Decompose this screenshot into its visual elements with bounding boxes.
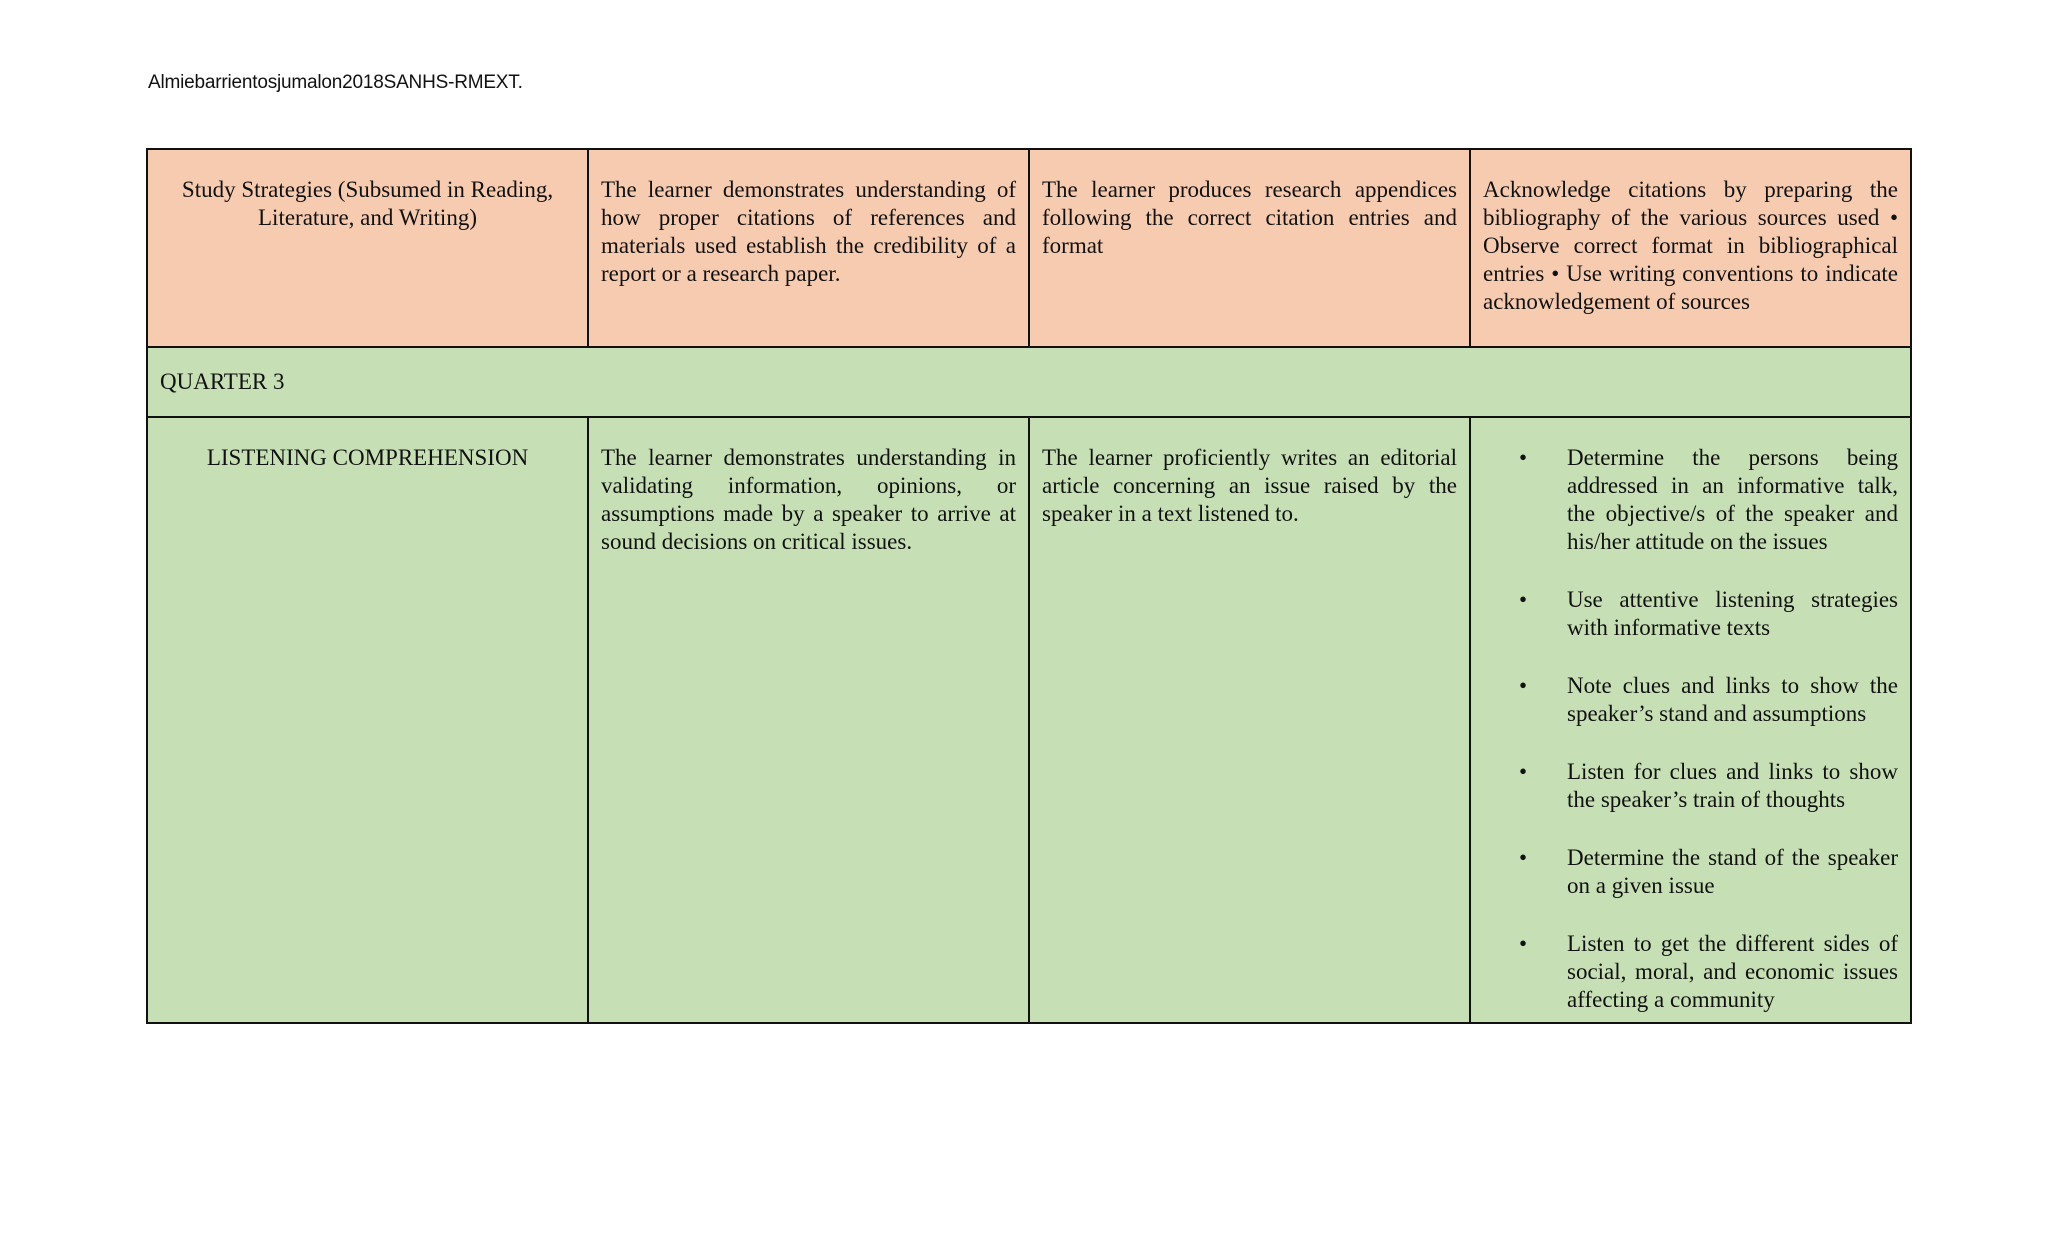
competencies-cell — [1470, 417, 1911, 1023]
competency-text: Listen for clues and links to show the speaker’s train of thoughts — [1567, 759, 1898, 812]
performance-standard-cell: The learner proficiently writes an editorial article concerning an issue raised by the speaker in a text listened to. — [1029, 417, 1470, 1023]
list-item — [1517, 758, 1898, 814]
domain-cell: LISTENING COMPREHENSION — [147, 417, 588, 1023]
table-row — [147, 347, 1911, 417]
competency-text: Listen to get the different sides of social, moral, and economic issues affecting a community — [1567, 931, 1898, 1012]
bullet-icon: • — [1519, 931, 1528, 956]
bullet-icon: • — [1519, 845, 1528, 870]
content-standard-cell: The learner demonstrates understanding of how proper citations of references and materials used establish the credibility of a report or a research paper. — [588, 149, 1029, 347]
list-item — [1517, 930, 1898, 1014]
list-item — [1517, 844, 1898, 900]
bullet-icon: • — [1519, 587, 1528, 612]
competency-list — [1483, 444, 1898, 1014]
table-row — [147, 149, 1911, 347]
competency-text: Determine the stand of the speaker on a given issue — [1567, 845, 1898, 898]
competency-text: Note clues and links to show the speaker’s stand and assumptions — [1567, 673, 1898, 726]
list-item — [1517, 586, 1898, 642]
competency-text: Determine the persons being addressed in an informative talk, the objective/s of the speaker and his/her attitude on the issues — [1567, 445, 1898, 554]
competency-text: Use attentive listening strategies with informative texts — [1567, 587, 1898, 640]
bullet-icon: • — [1519, 673, 1528, 698]
page-header: Almiebarrientosjumalon2018SANHS-RMEXT. — [148, 72, 523, 93]
bullet-icon: • — [1519, 759, 1528, 784]
list-item — [1517, 444, 1898, 556]
competencies-cell: Acknowledge citations by preparing the bibliography of the various sources used • Observe correct format in bibliographical entries • Use writing conventions to indicate acknowledgement of sources — [1470, 149, 1911, 347]
domain-cell: Study Strategies (Subsumed in Reading, Literature, and Writing) — [147, 149, 588, 347]
table-row — [147, 417, 1911, 1023]
curriculum-table — [146, 148, 1912, 1024]
bullet-icon: • — [1519, 445, 1528, 470]
list-item — [1517, 672, 1898, 728]
quarter-label: QUARTER 3 — [147, 347, 1911, 417]
performance-standard-cell: The learner produces research appendices following the correct citation entries and format — [1029, 149, 1470, 347]
content-standard-cell: The learner demonstrates understanding in validating information, opinions, or assumptions made by a speaker to arrive at sound decisions on critical issues. — [588, 417, 1029, 1023]
